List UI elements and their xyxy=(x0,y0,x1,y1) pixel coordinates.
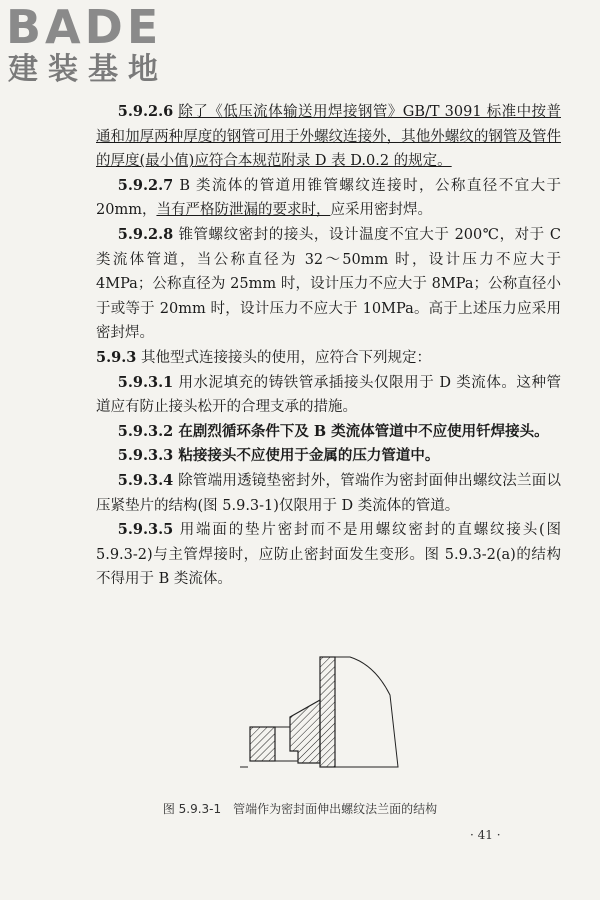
gasket-section xyxy=(320,657,335,767)
logo-latin-text: BADE xyxy=(6,0,163,54)
clause-5-9-3-3 xyxy=(96,444,561,469)
page-number: · 41 · xyxy=(470,828,501,842)
clause-number: 5.9.3 xyxy=(96,348,137,366)
clause-text: 在剧烈循环条件下及 B 类流体管道中不应使用钎焊接头。 xyxy=(178,422,549,440)
clause-text: 粘接接头不应使用于金属的压力管道中。 xyxy=(178,447,440,465)
clause-number: 5.9.3.4 xyxy=(117,471,174,489)
clause-text: 应采用密封焊。 xyxy=(330,202,432,219)
bade-logo xyxy=(6,2,168,88)
document-body xyxy=(96,100,561,592)
clause-number: 5.9.2.8 xyxy=(117,225,174,243)
flange-figure xyxy=(240,655,410,770)
logo-chinese-text: 建装基地 xyxy=(8,52,168,87)
clause-number: 5.9.3.2 xyxy=(117,422,174,440)
clause-text-underlined: 当有严格防泄漏的要求时， xyxy=(156,202,331,219)
figure-caption: 图 5.9.3-1 管端作为密封面伸出螺纹法兰面的结构 xyxy=(162,802,438,816)
clause-text: 用端面的垫片密封而不是用螺纹密封的直螺纹接头(图 5.9.3-2)与主管焊接时，应防止密封面发生变形。图 5.9.3-2(a)的结构不得用于 B 类流体。 xyxy=(96,522,562,588)
flange-outline xyxy=(335,657,398,767)
clause-text: 除管端用透镜垫密封外，管端作为密封面伸出螺纹法兰面以压紧垫片的结构(图 5.9.3-1)仅限用于 D 类流体的管道。 xyxy=(96,472,562,514)
clause-number: 5.9.3.1 xyxy=(117,373,174,391)
clause-5-9-2-7 xyxy=(96,174,561,223)
clause-text: B 类流体的管道用锥管螺纹连接时，公称直径不宜大于 20mm， xyxy=(96,177,562,219)
clause-number: 5.9.2.6 xyxy=(117,103,174,120)
clause-5-9-3 xyxy=(96,346,561,371)
clause-text: 除了《低压流体输送用焊接钢管》GB/T 3091 标准中按普通和加厚两种厚度的钢管可用于外螺纹连接外，其他外螺纹的钢管及管件的厚度(最小值)应符合本规范附录 D 表 D.0.2 的规定。 xyxy=(96,104,561,170)
clause-5-9-2-8 xyxy=(96,223,561,346)
clause-text: 用水泥填充的铸铁管承插接头仅限用于 D 类流体。这种管道应有防止接头松开的合理支承的措施。 xyxy=(96,374,562,416)
clause-number: 5.9.3.5 xyxy=(117,521,174,539)
clause-text: 锥管螺纹密封的接头，设计温度不宜大于 200℃，对于 C 类流体管道，当公称直径为 32～50mm 时，设计压力不应大于 4MPa；公称直径为 25mm 时，设计压力不应大于 8MPa；公称直径小于或等于 20mm 时，设计压力不应大于 10MPa。高于上述压力应采用密封焊。 xyxy=(96,226,561,342)
clause-5-9-2-6 xyxy=(96,100,561,174)
flange-body-section xyxy=(290,700,320,763)
clause-5-9-3-1 xyxy=(96,371,561,420)
pipe-end-section xyxy=(250,727,275,761)
clause-number: 5.9.2.7 xyxy=(117,176,174,194)
clause-5-9-3-2 xyxy=(96,420,561,445)
clause-5-9-3-5 xyxy=(96,518,561,592)
clause-text: 其他型式连接接头的使用，应符合下列规定： xyxy=(140,349,431,366)
clause-5-9-3-4 xyxy=(96,469,561,518)
clause-number: 5.9.3.3 xyxy=(117,447,174,465)
